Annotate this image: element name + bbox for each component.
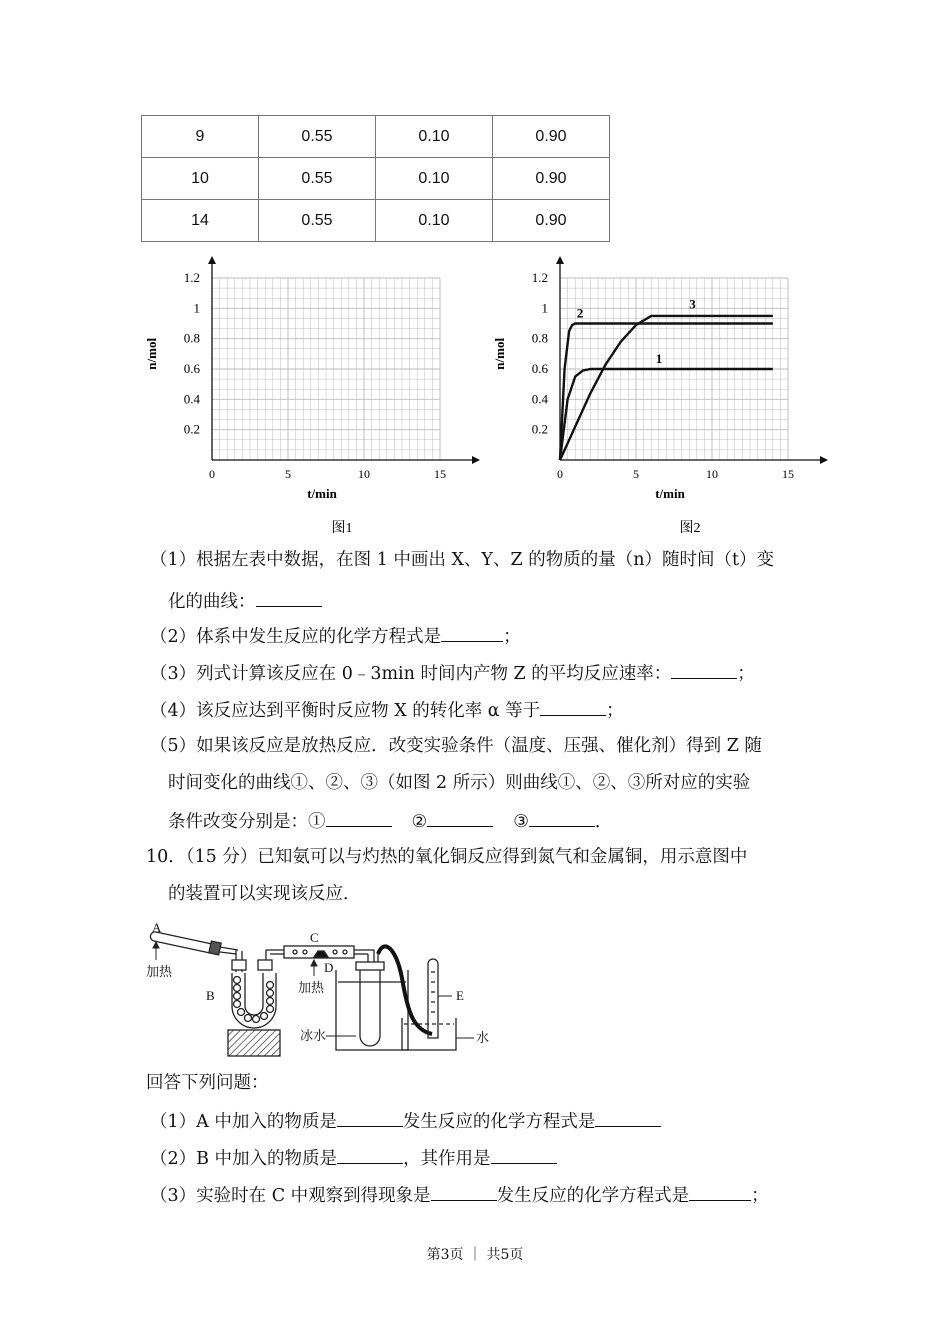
- question-1-line2: [168, 588, 322, 614]
- y-axis-arrow: [208, 256, 216, 264]
- table-cell: 0.10: [376, 116, 493, 158]
- problem-10-line2: 的装置可以实现该反应．: [168, 884, 361, 904]
- table-row: [142, 116, 610, 158]
- table-row: [142, 200, 610, 242]
- answer-blank[interactable]: [337, 1108, 403, 1127]
- y-axis-arrow: [556, 256, 564, 264]
- x-tick-label: 10: [358, 467, 370, 481]
- x-axis-label: t/min: [307, 486, 337, 501]
- answer-blank[interactable]: [431, 1182, 497, 1201]
- question-4-text: （4）该反应达到平衡时反应物 X 的转化率 α 等于: [150, 701, 541, 721]
- label-e: E: [456, 988, 464, 1003]
- y-tick-label: 1: [193, 300, 200, 316]
- circle-3: ③: [513, 812, 529, 832]
- answer-blank[interactable]: [689, 1182, 751, 1201]
- label-d: D: [324, 960, 334, 975]
- answer-blank[interactable]: [595, 1108, 661, 1127]
- answer-question-3-text: （3）实验时在 C 中观察到得现象是: [150, 1186, 431, 1206]
- x-tick-label: 15: [434, 467, 446, 481]
- series-label: 3: [689, 296, 696, 312]
- answer-prompt: 回答下列问题：: [146, 1073, 269, 1093]
- answer-question-2-text: （2）B 中加入的物质是: [150, 1149, 338, 1169]
- answer-question-2-text-2: ，其作用是: [403, 1149, 491, 1169]
- answer-blank[interactable]: [671, 660, 737, 679]
- table-cell: 9: [142, 116, 259, 158]
- x-tick-label: 0: [557, 467, 563, 481]
- answer-blank[interactable]: [256, 588, 322, 607]
- y-tick-label: 0.2: [531, 421, 548, 437]
- question-5-text: 条件改变分别是：①: [168, 812, 326, 832]
- table-cell: 0.55: [259, 158, 376, 200]
- label-heat-1: 加热: [146, 964, 173, 979]
- question-5-line3: [168, 808, 612, 834]
- table-cell: 0.10: [376, 158, 493, 200]
- question-3: [150, 660, 755, 686]
- answer-question-1: [150, 1108, 661, 1134]
- table-cell: 0.90: [493, 158, 610, 200]
- circle-2: ②: [411, 812, 428, 832]
- question-1-line1: （1）根据左表中数据，在图 1 中画出 X、Y、Z 的物质的量（n）随时间（t）变: [150, 550, 774, 570]
- x-axis-arrow: [820, 456, 828, 464]
- answer-blank[interactable]: [337, 1145, 403, 1164]
- label-heat-2: 加热: [298, 980, 325, 995]
- problem-10-line1: 10．（15 分）已知氨可以与灼热的氧化铜反应得到氮气和金属铜，用示意图中: [146, 847, 748, 867]
- data-table: [141, 115, 610, 242]
- punctuation: ；: [503, 627, 521, 647]
- y-tick-label: 1: [541, 300, 548, 316]
- stand-block: [228, 1030, 280, 1056]
- answer-question-1-text-2: 发生反应的化学方程式是: [402, 1112, 596, 1132]
- y-axis-label: n/mol: [492, 337, 507, 370]
- label-a: A: [152, 920, 162, 935]
- y-tick-label: 0.4: [183, 391, 200, 407]
- question-2-text: （2）体系中发生反应的化学方程式是: [150, 627, 442, 647]
- x-tick-label: 10: [706, 467, 718, 481]
- x-tick-label: 15: [782, 467, 794, 481]
- answer-blank[interactable]: [427, 808, 493, 827]
- chart-caption: 图1: [331, 521, 353, 535]
- label-water: 水: [476, 1030, 490, 1045]
- x-tick-label: 5: [633, 467, 639, 481]
- label-ice-water: 冰水: [300, 1028, 327, 1043]
- x-axis-arrow: [472, 456, 480, 464]
- y-tick-label: 0.8: [531, 330, 548, 346]
- y-tick-label: 0.6: [531, 361, 548, 376]
- answer-question-3-text-2: 发生反应的化学方程式是: [496, 1186, 690, 1206]
- y-tick-label: 1.2: [183, 270, 200, 285]
- apparatus-diagram: [140, 918, 500, 1058]
- page-footer: 第3页 ｜ 共5页: [426, 1247, 524, 1263]
- y-tick-label: 0.2: [183, 421, 200, 437]
- answer-blank[interactable]: [491, 1145, 557, 1164]
- y-tick-label: 1.2: [531, 270, 548, 285]
- punctuation: ．: [594, 812, 613, 832]
- answer-blank[interactable]: [326, 808, 392, 827]
- label-b: B: [206, 988, 215, 1003]
- chart-figure-1: [140, 250, 490, 535]
- y-axis-label: n/mol: [144, 337, 159, 370]
- question-5-line2: 时间变化的曲线①、②、③（如图 2 所示）则曲线①、②、③所对应的实验: [168, 773, 751, 793]
- trough-with-tube-e: [402, 959, 456, 1050]
- table-cell: 0.55: [259, 200, 376, 242]
- chart-grid: [212, 278, 440, 460]
- rubber-tube: [378, 946, 432, 1034]
- table-cell: 0.90: [493, 116, 610, 158]
- chart-caption: 图2: [679, 521, 701, 535]
- answer-question-2: [150, 1145, 557, 1171]
- table-cell: 14: [142, 200, 259, 242]
- table-cell: 0.10: [376, 200, 493, 242]
- test-tube-a: [150, 932, 238, 955]
- answer-blank[interactable]: [441, 623, 503, 642]
- question-3-text: （3）列式计算该反应在 0﹣3min 时间内产物 Z 的平均反应速率：: [150, 664, 672, 684]
- table-cell: 0.90: [493, 200, 610, 242]
- answer-question-1-text: （1）A 中加入的物质是: [150, 1112, 337, 1132]
- question-2: [150, 623, 521, 649]
- label-c: C: [310, 930, 319, 945]
- x-tick-label: 0: [209, 467, 215, 481]
- y-tick-label: 0.8: [183, 330, 200, 346]
- x-tick-label: 5: [285, 467, 291, 481]
- x-axis-label: t/min: [655, 486, 685, 501]
- question-4: [150, 697, 624, 723]
- question-5-line1: （5）如果该反应是放热反应．改变实验条件（温度、压强、催化剂）得到 Z 随: [150, 736, 762, 756]
- answer-blank[interactable]: [540, 697, 606, 716]
- table-cell: 0.55: [259, 116, 376, 158]
- chart-figure-2: [488, 250, 838, 535]
- punctuation: ；: [737, 664, 755, 684]
- y-tick-label: 0.6: [183, 361, 200, 376]
- punctuation: ；: [751, 1186, 769, 1206]
- table-row: [142, 158, 610, 200]
- y-tick-label: 0.4: [531, 391, 548, 407]
- question-1-text: 化的曲线：: [168, 592, 256, 612]
- series-label: 1: [655, 350, 663, 366]
- table-cell: 10: [142, 158, 259, 200]
- answer-blank[interactable]: [529, 808, 595, 827]
- answer-question-3: [150, 1182, 769, 1208]
- punctuation: ；: [606, 701, 624, 721]
- series-label: 2: [576, 305, 584, 321]
